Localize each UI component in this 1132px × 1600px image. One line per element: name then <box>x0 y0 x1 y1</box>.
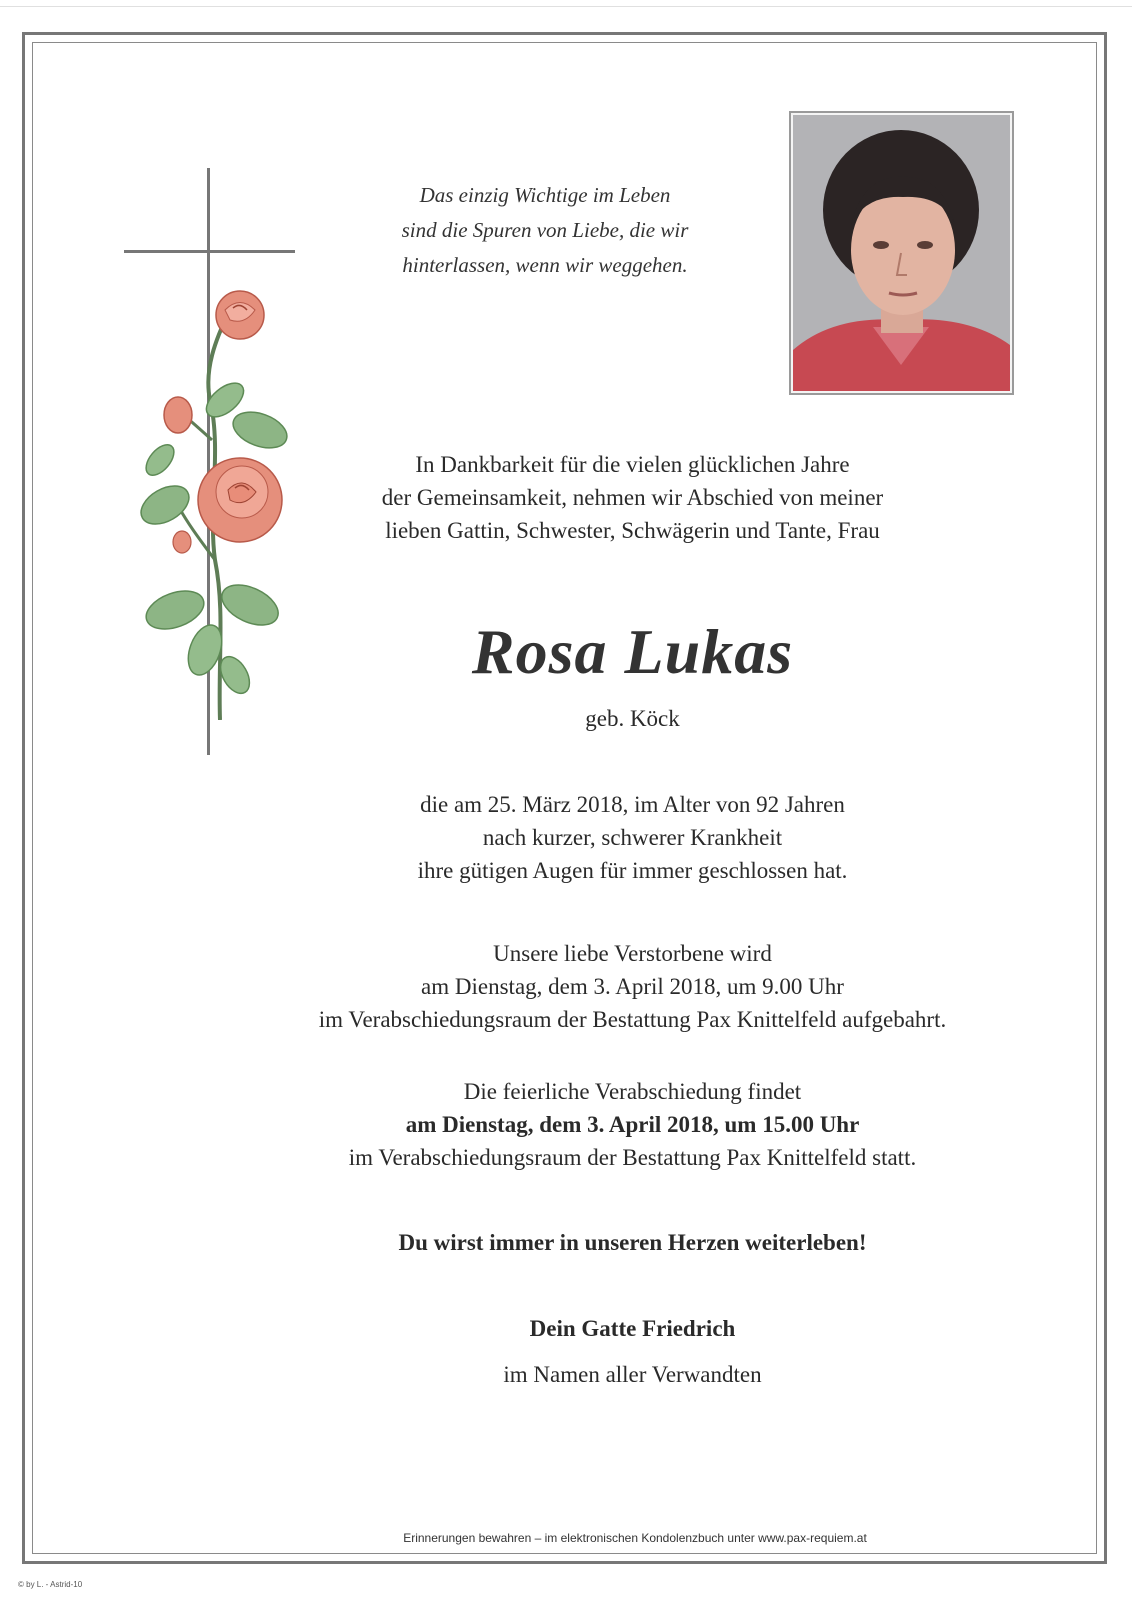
footer-note: Erinnerungen bewahren – im elektronischen Kondolenzbuch unter www.pax-requiem.at <box>403 1531 867 1545</box>
deceased-name: Rosa Lukas <box>471 616 794 687</box>
death-paragraph <box>160 788 1105 887</box>
laying-out-paragraph <box>160 937 1105 1036</box>
portrait-image <box>793 115 1010 391</box>
intro-line: der Gemeinsamkeit, nehmen wir Abschied von meiner <box>381 485 884 510</box>
death-line: ihre gütigen Augen für immer geschlossen hat. <box>417 858 848 883</box>
laying-out-line: im Verabschiedungsraum der Bestattung Pax Knittelfeld aufgebahrt. <box>318 1007 947 1032</box>
page-top-edge <box>0 6 1132 7</box>
ceremony-line: im Verabschiedungsraum der Bestattung Pax Knittelfeld statt. <box>348 1145 917 1170</box>
intro-line: lieben Gattin, Schwester, Schwägerin und Tante, Frau <box>385 518 880 543</box>
ceremony-line: Die feierliche Verabschiedung findet <box>463 1079 802 1104</box>
intro-line: In Dankbarkeit für die vielen glücklichen Jahre <box>415 452 850 477</box>
ceremony-date: am Dienstag, dem 3. April 2018, um 15.00 Uhr <box>405 1112 860 1137</box>
intro-paragraph <box>160 448 1105 547</box>
quote-line: sind die Spuren von Liebe, die wir <box>401 218 689 242</box>
quote-line: Das einzig Wichtige im Leben <box>419 183 671 207</box>
signer-name: Dein Gatte Friedrich <box>529 1316 736 1341</box>
birth-name: geb. Köck <box>585 706 680 731</box>
laying-out-line: am Dienstag, dem 3. April 2018, um 9.00 Uhr <box>421 974 844 999</box>
ceremony-paragraph <box>160 1075 1105 1174</box>
cross-horizontal-bar <box>124 250 295 253</box>
quote-line: hinterlassen, wenn wir weggehen. <box>402 253 688 277</box>
death-line: die am 25. März 2018, im Alter von 92 Jahren <box>420 792 845 817</box>
portrait-photo <box>789 111 1014 395</box>
laying-out-line: Unsere liebe Verstorbene wird <box>493 941 772 966</box>
relatives-note: im Namen aller Verwandten <box>503 1362 762 1387</box>
design-credit: © by L. - Astrid-10 <box>18 1580 83 1589</box>
death-line: nach kurzer, schwerer Krankheit <box>482 825 783 850</box>
farewell-message: Du wirst immer in unseren Herzen weiterleben! <box>398 1230 867 1255</box>
memorial-quote <box>345 178 745 283</box>
